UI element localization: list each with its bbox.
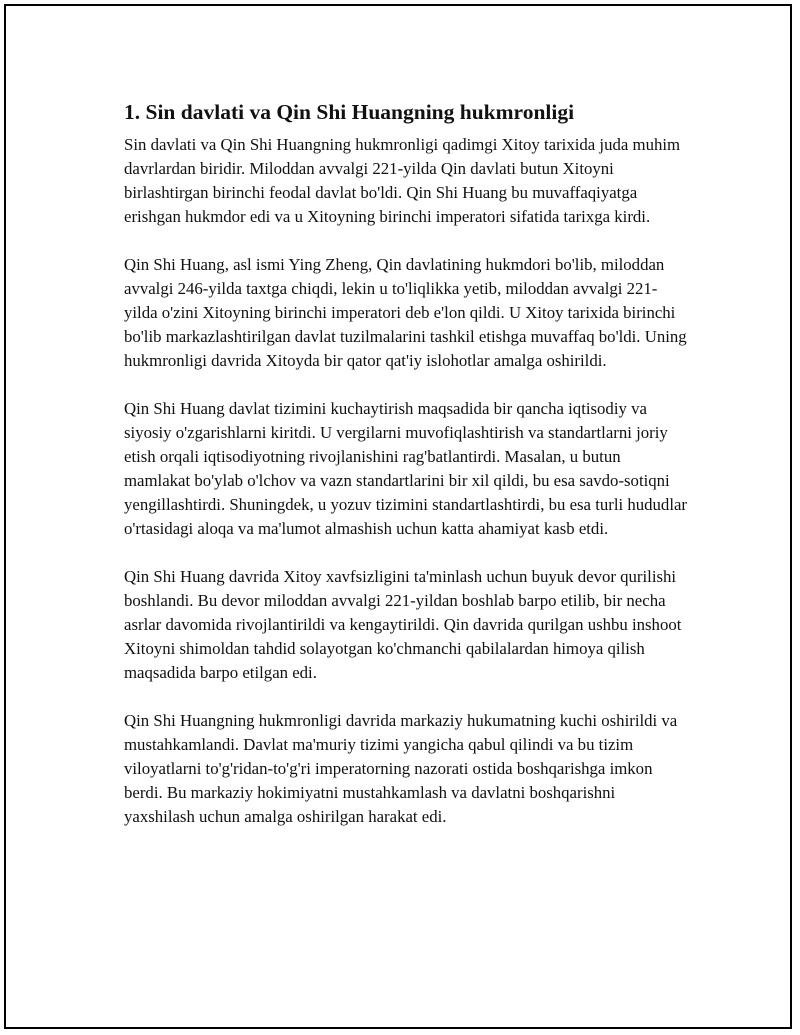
- page-border: [4, 4, 792, 1029]
- paragraph-3: Qin Shi Huang davlat tizimini kuchaytirish maqsadida bir qancha iqtisodiy va siyosiy o'zgarishlarni kiritdi. U vergilarni muvofiqlashtirish va standartlarni joriy etish orqali iqtisodiyotning rivojlanishini rag'batlantirdi. Masalan, u butun mamlakat bo'ylab o'lchov va vazn standartlarini bir xil qildi, bu esa savdo-sotiqni yengillashtirdi. Shuningdek, u yozuv tizimini standartlashtirdi, bu esa turli hududlar o'rtasidagi aloqa va ma'lumot almashish uchun katta ahamiyat kasb etdi.: [124, 399, 688, 538]
- paragraph-4: Qin Shi Huang davrida Xitoy xavfsizligini ta'minlash uchun buyuk devor qurilishi boshlandi. Bu devor miloddan avvalgi 221-yildan boshlab barpo etilib, bir necha asrlar davomida rivojlantirildi va kengaytirildi. Qin davrida qurilgan ushbu inshoot Xitoyni shimoldan tahdid solayotgan ko'chmanchi qabilalardan himoya qilish maqsadida barpo etilgan edi.: [124, 567, 682, 682]
- paragraph-2: Qin Shi Huang, asl ismi Ying Zheng, Qin davlatining hukmdori bo'lib, miloddan avvalgi 246-yilda taxtga chiqdi, lekin u to'liqlikka yetib, miloddan avvalgi 221-yilda o'zini Xitoyning birinchi imperatori deb e'lon qildi. U Xitoy tarixida birinchi bo'lib markazlashtirilgan davlat tuzilmalarini tashkil etishga muvaffaq bo'ldi. Uning hukmronligi davrida Xitoyda bir qator qat'iy islohotlar amalga oshirildi.: [124, 255, 687, 370]
- section-heading: 1. Sin davlati va Qin Shi Huangning hukmronligi: [124, 100, 575, 124]
- paragraph-5: Qin Shi Huangning hukmronligi davrida markaziy hukumatning kuchi oshirildi va mustahkamlandi. Davlat ma'muriy tizimi yangicha qabul qilindi va bu tizim viloyatlarni to'g'ridan-to'g'ri imperatorning nazorati ostida boshqarishga imkon berdi. Bu markaziy hokimiyatni mustahkamlash va davlatni boshqarishni yaxshilash uchun amalga oshirilgan harakat edi.: [124, 711, 678, 826]
- paragraph-1: Sin davlati va Qin Shi Huangning hukmronligi qadimgi Xitoy tarixida juda muhim davrlardan biridir. Miloddan avvalgi 221-yilda Qin davlati butun Xitoyni birlashtirgan birinchi feodal davlat bo'ldi. Qin Shi Huang bu muvaffaqiyatga erishgan hukmdor edi va u Xitoyning birinchi imperatori sifatida tarixga kirdi.: [124, 135, 681, 226]
- document-body: [124, 98, 689, 853]
